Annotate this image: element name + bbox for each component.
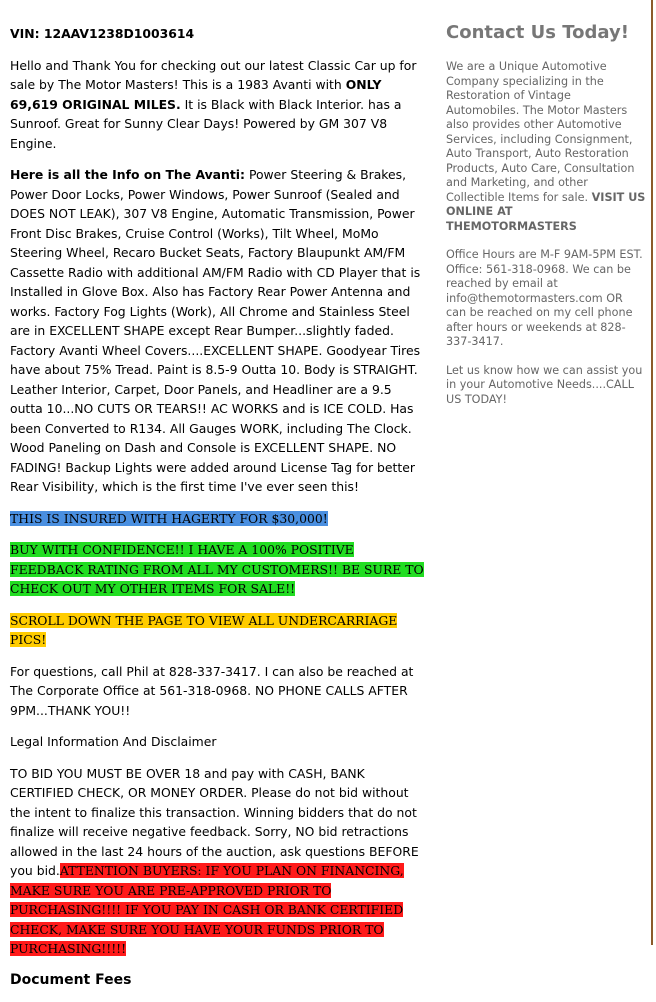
- legal-paragraph: [10, 764, 426, 959]
- scroll-paragraph: [10, 611, 426, 650]
- visit-us-text: VISIT US ONLINE AT THEMOTORMASTERS: [446, 190, 646, 233]
- info-body: Power Steering & Brakes, Power Door Locks, Power Windows, Power Sunroof (Sealed and DOES NOT LEAK), 307 V8 Engine, Automatic Transmission, Power Front Disc Brakes, Cruise Control (Works), Tilt Wheel, MoMo Steering Wheel, Recaro Bucket Seats, Factory Blaupunkt AM/FM Cassette Radio with additional AM/FM Radio with CD Player that is Installed in Glove Box. Also has Factory Rear Power Antenna and works. Factory Fog Lights (Work), All Chrome and Stainless Steel are in EXCELLENT SHAPE except Rear Bumper...slightly faded. Factory Avanti Wheel Covers....EXCELLENT SHAPE. Goodyear Tires have about 75% Tread. Paint is 8.5-9 Outta 10. Body is STRAIGHT. Leather Interior, Carpet, Door Panels, and Headliner are a 9.5 outta 10...NO CUTS OR TEARS!! AC WORKS and is ICE COLD. Has been Converted to R134. All Gauges WORK, including The Clock. Wood Paneling on Dash and Console is EXCELLENT SHAPE. NO FADING! Backup Lights were added around License Tag for better Rear Visibility, which is the first time I've ever seen this!: [10, 167, 421, 494]
- confidence-highlight: BUY WITH CONFIDENCE!! I HAVE A 100% POSITIVE FEEDBACK RATING FROM ALL MY CUSTOMERS!! BE SURE TO CHECK OUT MY OTHER ITEMS FOR SALE!!: [10, 542, 424, 596]
- confidence-paragraph: [10, 540, 426, 599]
- office-hours: Office Hours are M-F 9AM-5PM EST. Office: 561-318-0968. We can be reached by email at info@themotormasters.com OR can be reached on my cell phone after hours or weekends at 828-337-3417.: [446, 248, 643, 348]
- info-heading: Here is all the Info on The Avanti:: [10, 167, 245, 182]
- divider-line: [651, 0, 653, 945]
- scroll-highlight: SCROLL DOWN THE PAGE TO VIEW ALL UNDERCARRIAGE PICS!: [10, 612, 398, 647]
- intro-text: Hello and Thank You for checking out our latest Classic Car up for sale by The Motor Masters! This is a 1983 Avanti with: [10, 57, 417, 92]
- legal-heading: Legal Information And Disclaimer: [10, 734, 217, 749]
- attention-highlight: ATTENTION BUYERS: IF YOU PLAN ON FINANCING, MAKE SURE YOU ARE PRE-APPROVED PRIOR TO PURCHASING!!!! IF YOU PAY IN CASH OR BANK CERTIFIED CHECK, MAKE SURE YOU HAVE YOUR FUNDS PRIOR TO PURCHASING!!!!!: [10, 863, 404, 956]
- intro-paragraph: [10, 56, 426, 154]
- closing-text: Let us know how we can assist you in your Automotive Needs....CALL US TODAY!: [446, 363, 643, 406]
- about-text: We are a Unique Automotive Company specializing in the Restoration of Vintage Automobiles. The Motor Masters also provides other Automotive Services, including Consignment, Auto Transport, Auto Restoration Products, Auto Care, Consultation and Marketing, and other Collectible Items for sale.: [446, 60, 635, 204]
- about-paragraph: [446, 60, 646, 234]
- mileage-text: ONLY 69,619 ORIGINAL MILES.: [10, 77, 382, 112]
- vin-line: VIN: 12AAV1238D1003614: [10, 26, 195, 41]
- document-fees-heading: Document Fees: [10, 971, 132, 988]
- insured-paragraph: [10, 509, 426, 529]
- insured-highlight: THIS IS INSURED WITH HAGERTY FOR $30,000!: [10, 510, 328, 526]
- listing-description: [10, 24, 426, 1002]
- legal-body: TO BID YOU MUST BE OVER 18 and pay with CASH, BANK CERTIFIED CHECK, OR MONEY ORDER. Please do not bid without the intent to finalize this transaction. Winning bidders that do not finalize will receive negative feedback. Sorry, NO bid retractions allowed in the last 24 hours of the auction, ask questions BEFORE you bid.: [10, 765, 419, 878]
- info-paragraph: [10, 165, 426, 497]
- questions-paragraph: For questions, call Phil at 828-337-3417. I can also be reached at The Corporate Office at 561-318-0968. NO PHONE CALLS AFTER 9PM...THANK YOU!!: [10, 663, 414, 718]
- contact-sidebar: [446, 22, 646, 421]
- contact-title: Contact Us Today!: [446, 22, 629, 43]
- intro-text-end: It is Black with Black Interior. has a Sunroof. Great for Sunny Clear Days! Powered by GM 307 V8 Engine.: [10, 96, 402, 151]
